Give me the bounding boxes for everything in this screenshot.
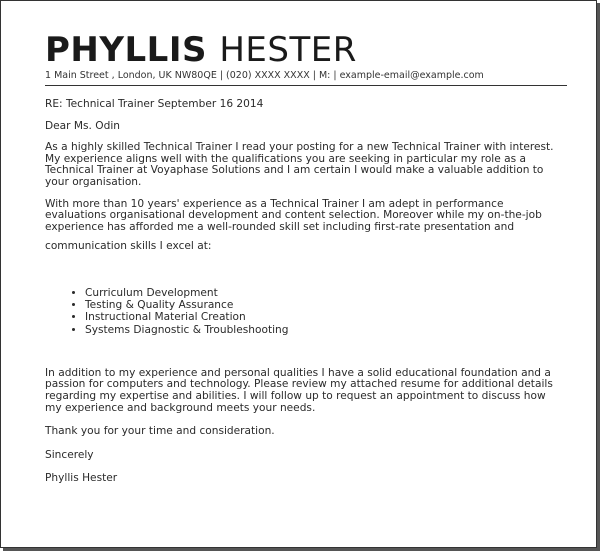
skills-list [45, 287, 565, 336]
header-divider [45, 85, 567, 86]
paragraph-intro: As a highly skilled Technical Trainer I read your posting for a new Technical Trainer with interest. My experience aligns well with the qualifications you are seeking in particular my role as a Technical Trainer at Voyaphase Solutions and I am certain I would make a valuable addition to your organisation. [45, 141, 554, 188]
applicant-last-name: HESTER [219, 30, 357, 70]
signature-name: Phyllis Hester [45, 472, 118, 485]
skill-item: • Curriculum Development [85, 287, 565, 299]
paragraph-closing: In addition to my experience and personal qualities I have a solid educational foundation and a passion for computers and technology. Please review my attached resume for additional details regarding my expertise and abilities. I will follow up to request an appointment to discuss how my experience and background meets your needs. [45, 366, 553, 414]
skill-item: • Systems Diagnostic & Troubleshooting [85, 324, 565, 336]
paragraph-experience-continued: communication skills I excel at: [45, 240, 212, 253]
applicant-first-name: PHYLLIS [45, 30, 207, 70]
closing-line: Sincerely [45, 448, 94, 461]
letter-salutation: Dear Ms. Odin [45, 119, 121, 132]
paragraph-experience: With more than 10 years' experience as a Technical Trainer I am adept in performance evaluations organisational development and content selection. Moreover while my on-the-job experience has afforded me a well-rounded skill set including first-rate presentation and [45, 197, 542, 233]
contact-line: 1 Main Street , London, UK NW80QE | (020) XXXX XXXX | M: | example-email@example.com [45, 70, 484, 81]
skill-item: • Testing & Quality Assurance [85, 299, 565, 311]
skill-item: • Instructional Material Creation [85, 311, 565, 323]
letter-content [45, 31, 565, 485]
applicant-name [45, 31, 565, 69]
thanks-line: Thank you for your time and consideration. [45, 425, 275, 438]
letter-subject: RE: Technical Trainer September 16 2014 [45, 98, 264, 110]
